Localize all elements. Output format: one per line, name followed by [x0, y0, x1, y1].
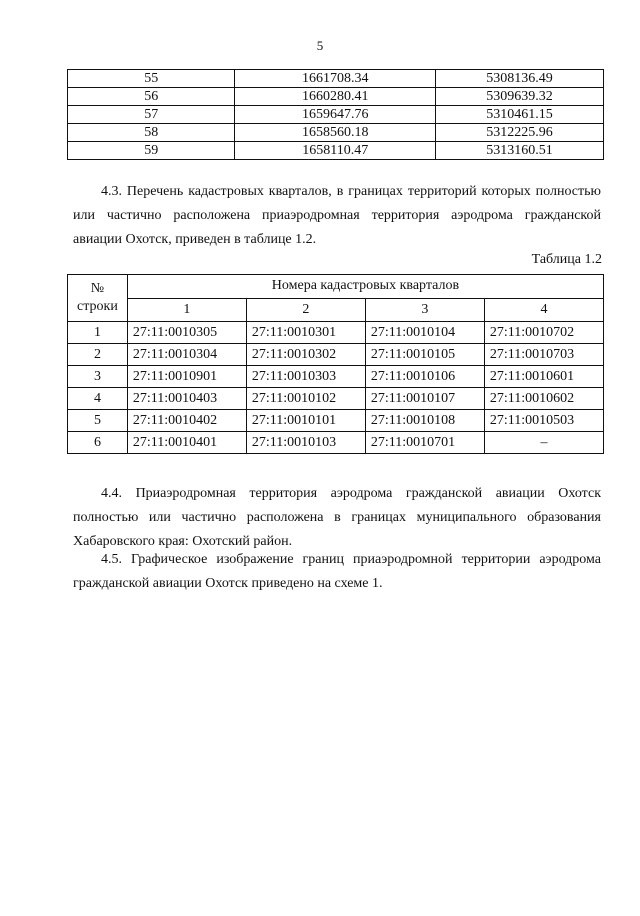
- quarter-cell: 27:11:0010702: [484, 322, 603, 344]
- point-number-cell: 55: [68, 70, 235, 88]
- y-coordinate-cell: 5308136.49: [436, 70, 604, 88]
- point-number-cell: 57: [68, 106, 235, 124]
- quarters-group-header: Номера кадастровых кварталов: [127, 275, 603, 299]
- table-row: [68, 70, 604, 88]
- quarter-cell: 27:11:0010302: [246, 344, 365, 366]
- table-row: [68, 432, 604, 454]
- quarter-cell: 27:11:0010105: [365, 344, 484, 366]
- paragraph-4-5: 4.5. Графическое изображение границ приаэродромной территории аэродрома гражданской авиации Охотск приведено на схеме 1.: [73, 552, 601, 591]
- quarter-cell: 27:11:0010103: [246, 432, 365, 454]
- quarter-cell: 27:11:0010503: [484, 410, 603, 432]
- point-number-cell: 59: [68, 142, 235, 160]
- table-column-header-row: [68, 298, 604, 322]
- quarter-cell: 27:11:0010602: [484, 388, 603, 410]
- x-coordinate-cell: 1658110.47: [235, 142, 436, 160]
- point-number-cell: 58: [68, 124, 235, 142]
- paragraph-4-3: 4.3. Перечень кадастровых кварталов, в границах территорий которых полностью или частично расположена приаэродромная территория аэродрома гражданской авиации Охотск, приведен в таблице 1.2.: [73, 184, 601, 247]
- table-caption: Таблица 1.2: [531, 252, 602, 267]
- quarter-cell: 27:11:0010305: [127, 322, 246, 344]
- quarter-cell: 27:11:0010403: [127, 388, 246, 410]
- row-number: 5: [68, 410, 128, 432]
- y-coordinate-cell: 5310461.15: [436, 106, 604, 124]
- quarter-cell: 27:11:0010304: [127, 344, 246, 366]
- quarter-cell: 27:11:0010701: [365, 432, 484, 454]
- row-number: 6: [68, 432, 128, 454]
- column-header-1: 1: [127, 298, 246, 322]
- table-row: [68, 142, 604, 160]
- row-number: 1: [68, 322, 128, 344]
- table-row: [68, 124, 604, 142]
- quarter-cell: 27:11:0010107: [365, 388, 484, 410]
- row-number-header-line2: строки: [77, 299, 118, 314]
- row-number-header: [68, 275, 128, 322]
- quarter-cell: 27:11:0010301: [246, 322, 365, 344]
- column-header-2: 2: [246, 298, 365, 322]
- y-coordinate-cell: 5312225.96: [436, 124, 604, 142]
- table-row: [68, 388, 604, 410]
- table-row: [68, 322, 604, 344]
- x-coordinate-cell: 1660280.41: [235, 88, 436, 106]
- quarter-cell: 27:11:0010703: [484, 344, 603, 366]
- table-row: [68, 106, 604, 124]
- row-number: 4: [68, 388, 128, 410]
- quarter-cell: 27:11:0010402: [127, 410, 246, 432]
- quarter-cell: 27:11:0010601: [484, 366, 603, 388]
- table-row: [68, 344, 604, 366]
- quarter-cell: 27:11:0010303: [246, 366, 365, 388]
- table-row: [68, 410, 604, 432]
- column-header-4: 4: [484, 298, 603, 322]
- paragraph-4-4: 4.4. Приаэродромная территория аэродрома гражданской авиации Охотск полностью или частично расположена в границах муниципального образования Хабаровского края: Охотский район.: [73, 486, 601, 549]
- y-coordinate-cell: 5309639.32: [436, 88, 604, 106]
- column-header-3: 3: [365, 298, 484, 322]
- quarter-cell: 27:11:0010101: [246, 410, 365, 432]
- table-row: [68, 366, 604, 388]
- coordinates-table: [67, 69, 604, 160]
- quarter-cell: 27:11:0010108: [365, 410, 484, 432]
- x-coordinate-cell: 1661708.34: [235, 70, 436, 88]
- quarter-cell: 27:11:0010104: [365, 322, 484, 344]
- quarter-cell: 27:11:0010102: [246, 388, 365, 410]
- page-number: 5: [316, 38, 324, 53]
- table-row: [68, 88, 604, 106]
- table-header-row: [68, 275, 604, 299]
- x-coordinate-cell: 1659647.76: [235, 106, 436, 124]
- y-coordinate-cell: 5313160.51: [436, 142, 604, 160]
- row-number: 3: [68, 366, 128, 388]
- quarter-cell-empty: –: [484, 432, 603, 454]
- quarter-cell: 27:11:0010106: [365, 366, 484, 388]
- x-coordinate-cell: 1658560.18: [235, 124, 436, 142]
- row-number-header-line1: №: [90, 281, 105, 296]
- point-number-cell: 56: [68, 88, 235, 106]
- cadastral-quarters-table: [67, 274, 604, 454]
- quarter-cell: 27:11:0010401: [127, 432, 246, 454]
- quarter-cell: 27:11:0010901: [127, 366, 246, 388]
- row-number: 2: [68, 344, 128, 366]
